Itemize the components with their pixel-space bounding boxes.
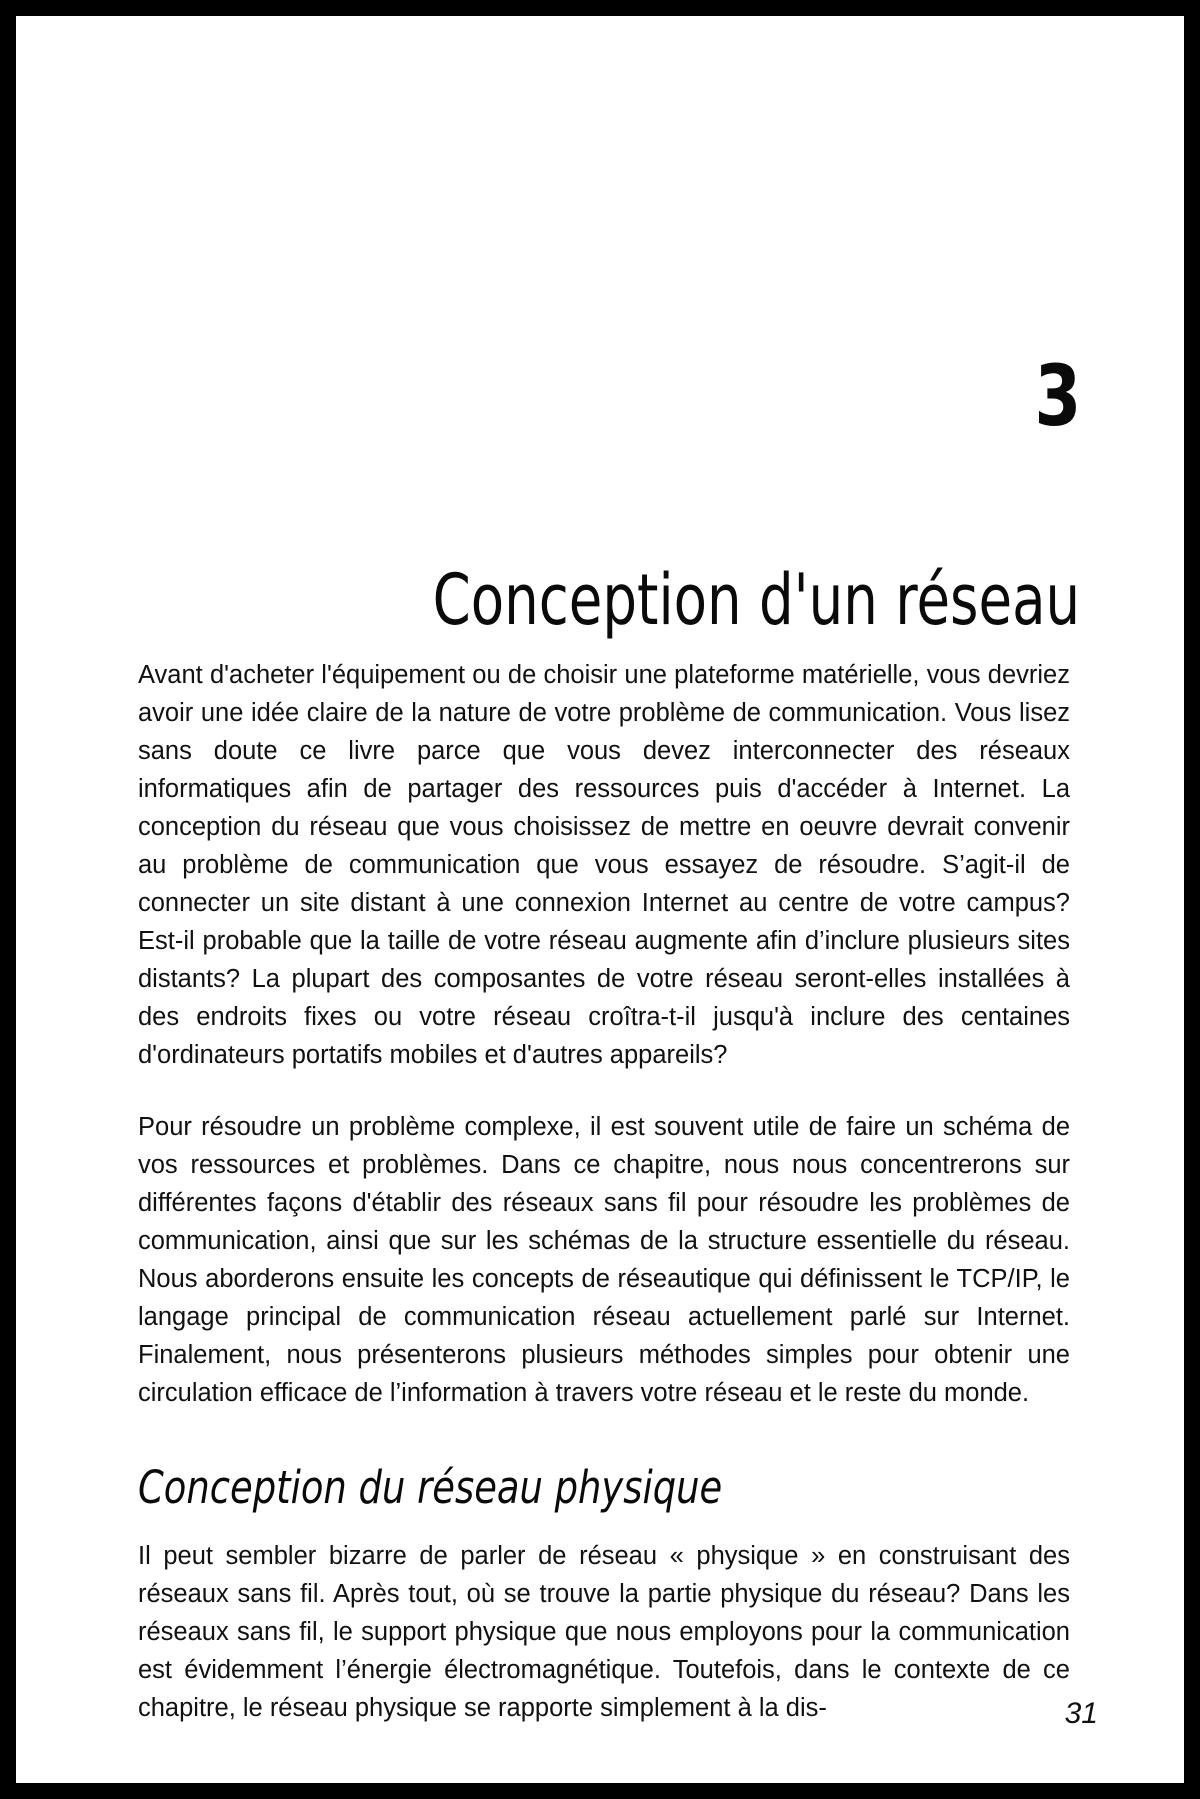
- page-number: 31: [1064, 1697, 1098, 1730]
- section-heading-conception-reseau-physique: Conception du réseau physique: [138, 1461, 723, 1514]
- paragraph-chapter-overview: Pour résoudre un problème complexe, il est souvent utile de faire un schéma de vos ressources et problèmes. Dans ce chapitre, nous nous concentrerons sur différentes façons d'établir des réseaux sans fil pour résoudre les problèmes de communication, ainsi que sur les schémas de la structure essentielle du réseau. Nous aborderons ensuite les concepts de réseautique qui définissent le TCP/IP, le langage principal de communication réseau actuellement parlé sur Internet. Finalement, nous présenterons plusieurs méthodes simples pour obtenir une circulation efficace de l’information à travers votre réseau et le reste du monde.: [138, 1113, 1070, 1407]
- paragraph-intro: Avant d'acheter l'équipement ou de choisir une plateforme matérielle, vous devriez avoir une idée claire de la nature de votre problème de communication. Vous lisez sans doute ce livre parce que vous devez interconnecter des réseaux informatiques afin de partager des ressources puis d'accéder à Internet. La conception du réseau que vous choisissez de mettre en oeuvre devrait convenir au problème de communication que vous essayez de résoudre. S’agit-il de connecter un site distant à une connexion Internet au centre de votre campus? Est-il probable que la taille de votre réseau augmente afin d’inclure plusieurs sites distants? La plupart des composantes de votre réseau seront-elles installées à des endroits fixes ou votre réseau croîtra-t-il jusqu'à inclure des centaines d'ordinateurs portatifs mobiles et d'autres appareils?: [138, 661, 1070, 1069]
- chapter-number: 3: [1034, 347, 1080, 445]
- page-sheet: [16, 16, 1184, 1783]
- chapter-title: Conception d'un réseau: [432, 558, 1080, 641]
- body-content: [138, 656, 1070, 1727]
- paragraph-physical-network: Il peut sembler bizarre de parler de réseau « physique » en construisant des réseaux sans fil. Après tout, où se trouve la partie physique du réseau? Dans les réseaux sans fil, le support physique que nous employons pour la communication est évidemment l’énergie électromagnétique. Toutefois, dans le contexte de ce chapitre, le réseau physique se rapporte simplement à la dis-: [138, 1542, 1070, 1723]
